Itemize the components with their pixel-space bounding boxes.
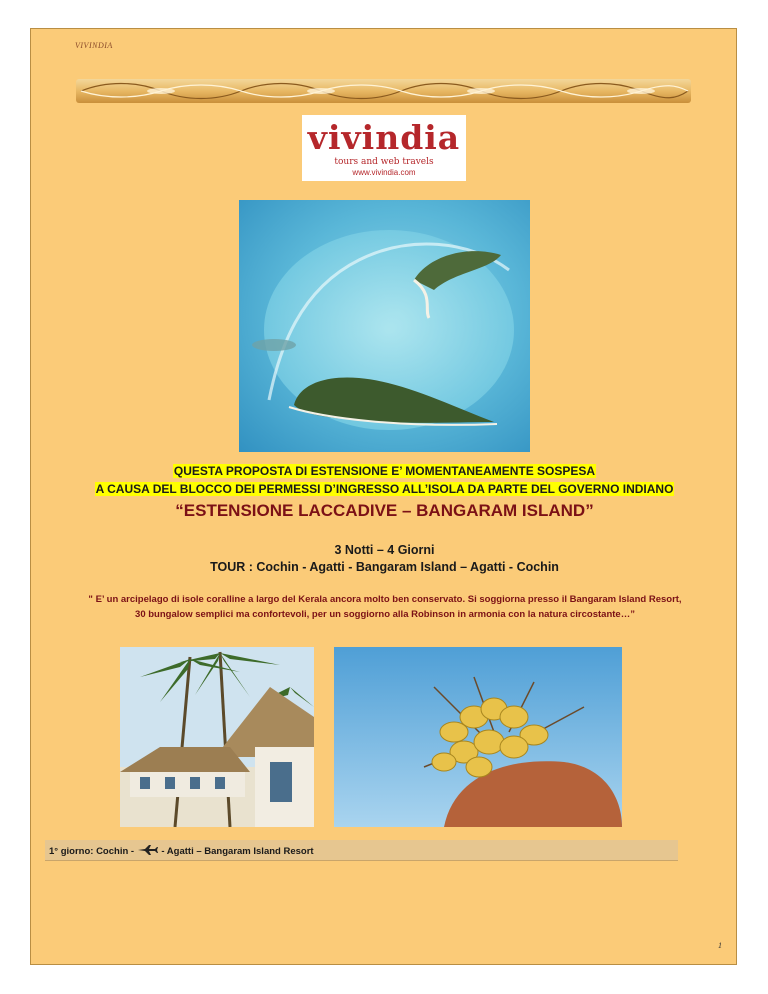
vivindia-logo (302, 115, 466, 181)
page-title: “ESTENSIONE LACCADIVE – BANGARAM ISLAND” (175, 501, 594, 520)
header-label: VIVINDIA (75, 41, 113, 50)
logo-url: www.vivindia.com (352, 168, 416, 177)
page-number: 1 (718, 941, 722, 950)
logo-tagline: tours and web travels (334, 157, 434, 167)
tour-route: TOUR : Cochin - Agatti - Bangaram Island – Agatti - Cochin (210, 560, 559, 574)
suspension-notice-line2: A CAUSA DEL BLOCCO DEI PERMESSI D’INGRESSO ALL’ISOLA DA PARTE DEL GOVERNO INDIANO (95, 482, 674, 496)
day1-heading (49, 844, 314, 857)
decorative-banner (76, 79, 691, 103)
duration: 3 Notti – 4 Giorni (334, 543, 435, 557)
airplane-icon (137, 844, 159, 856)
day1-heading-bar (45, 840, 678, 861)
description-quote: " E’ un arcipelago di isole coralline a largo del Kerala ancora molto ben conservato. Si soggiorna presso il Bangaram Island Resort, 30 bungalow semplici ma confortevoli, per un soggiorno alla Robinson in armonia con la natura circostante…” (88, 594, 682, 620)
logo-wordmark: vivindia (307, 118, 461, 157)
day1-label: 1° giorno: Cochin - (49, 846, 135, 857)
bungalow-photo (120, 647, 314, 827)
day1-route: - Agatti – Bangaram Island Resort (161, 846, 314, 857)
coconuts-photo (334, 647, 622, 827)
suspension-notice-line1: QUESTA PROPOSTA DI ESTENSIONE E’ MOMENTANEAMENTE SOSPESA (173, 464, 596, 478)
aerial-island-photo (239, 200, 530, 452)
document-page (30, 28, 737, 965)
